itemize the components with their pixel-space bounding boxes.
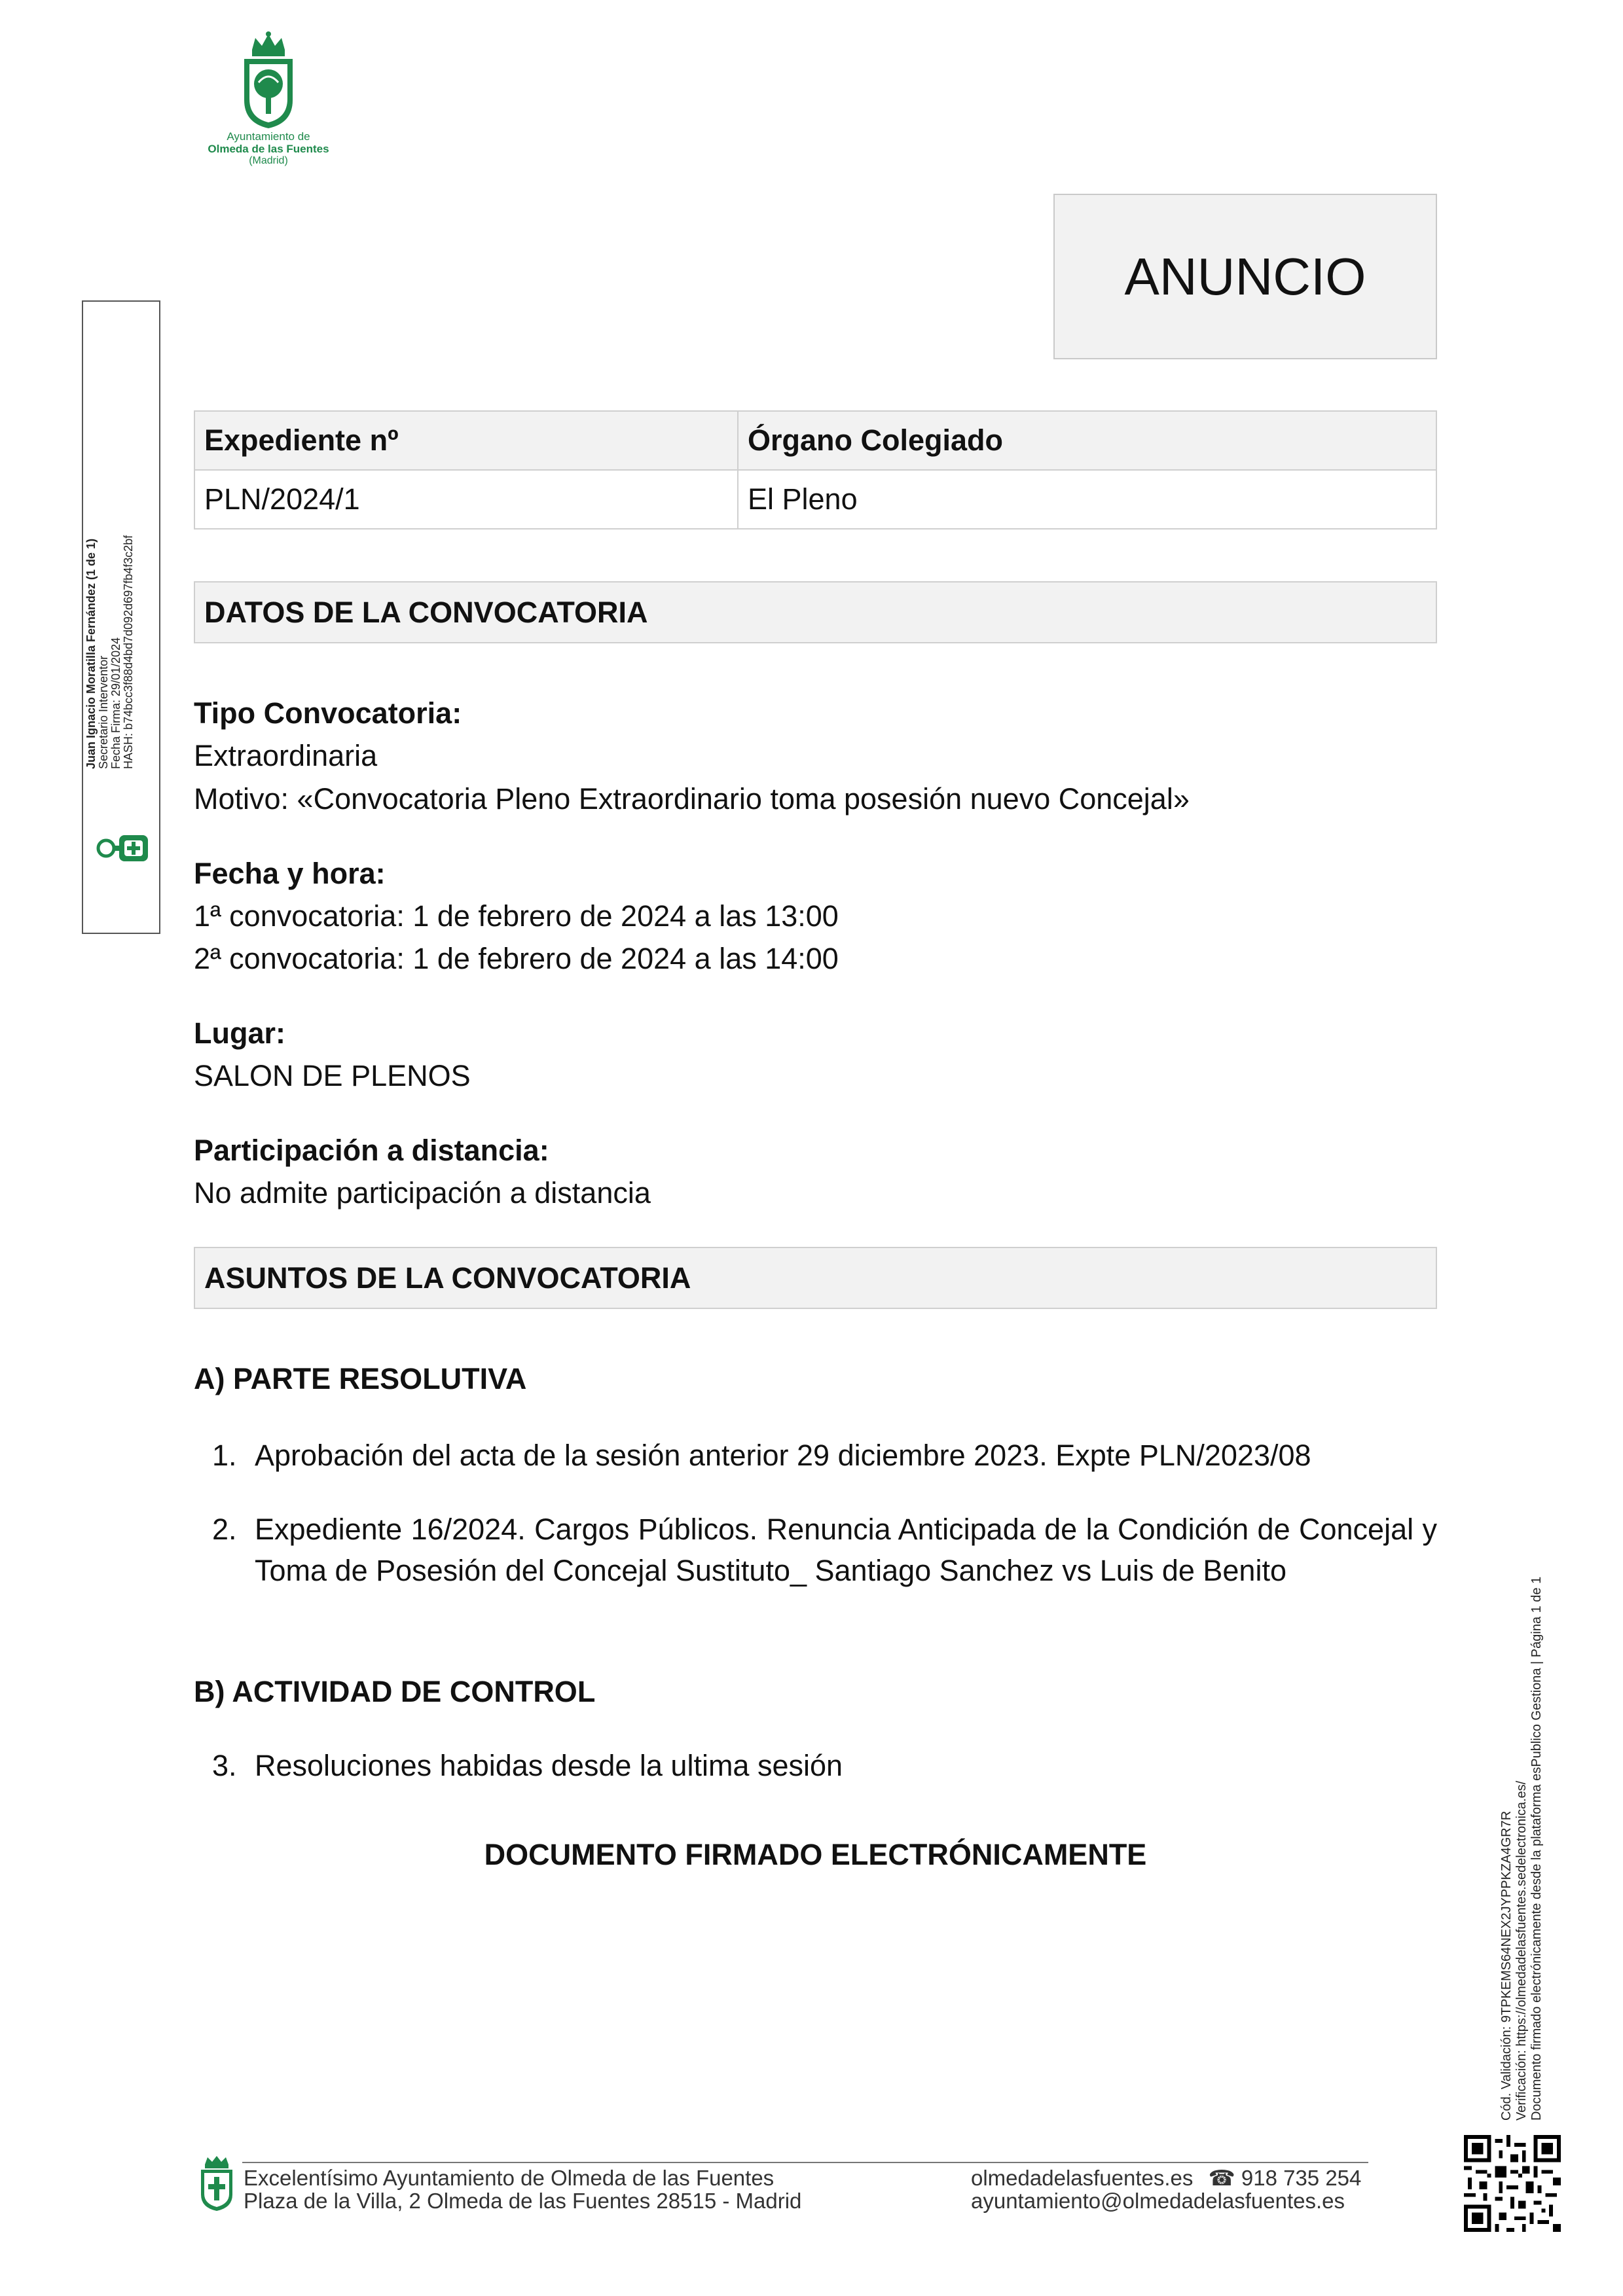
- municipal-logo: [196, 31, 340, 166]
- organo-value: El Pleno: [738, 470, 1436, 529]
- signature-date: Fecha Firma: 29/01/2024: [109, 637, 122, 769]
- signature-hash: HASH: b74bcc3f88d4bd7d092d697fb4f3c2bf: [122, 535, 135, 769]
- signature-seal-icon: [96, 833, 151, 864]
- organo-header: Órgano Colegiado: [738, 411, 1436, 470]
- actividad-control-heading: B) ACTIVIDAD DE CONTROL: [194, 1675, 596, 1708]
- expediente-value: PLN/2024/1: [194, 470, 738, 529]
- tipo-label: Tipo Convocatoria:: [194, 696, 462, 730]
- item-text: Aprobación del acta de la sesión anterior 29 diciembre 2023. Expte PLN/2023/08: [255, 1439, 1311, 1472]
- footer-divider: [242, 2162, 1368, 2163]
- list-item: [194, 1509, 1437, 1633]
- logo-line-1: Ayuntamiento de: [227, 130, 310, 143]
- coat-of-arms-icon: [239, 31, 298, 130]
- item-number: 2.: [212, 1513, 237, 1546]
- validation-text: [1499, 1401, 1544, 2121]
- fecha-label: Fecha y hora:: [194, 857, 386, 890]
- lugar-value: SALON DE PLENOS: [194, 1059, 471, 1092]
- footer-contact: [971, 2166, 1361, 2212]
- table-row: [194, 470, 1436, 529]
- logo-line-3: (Madrid): [249, 155, 288, 166]
- firmado-notice: DOCUMENTO FIRMADO ELECTRÓNICAMENTE: [484, 1838, 1147, 1871]
- convocatoria-1: 1ª convocatoria: 1 de febrero de 2024 a las 13:00: [194, 899, 839, 933]
- signature-text: [85, 494, 135, 769]
- document-title: ANUNCIO: [1053, 194, 1437, 359]
- item-text: Expediente 16/2024. Cargos Públicos. Renuncia Anticipada de la Condición de Concejal y Toma de Posesión del Concejal Sustituto_ Santiago Sanchez vs Luis de Benito: [255, 1513, 1437, 1587]
- convocatoria-2: 2ª convocatoria: 1 de febrero de 2024 a las 14:00: [194, 942, 839, 975]
- datos-section-header: DATOS DE LA CONVOCATORIA: [194, 581, 1437, 643]
- verification-url: Verificación: https://olmedadelasfuentes.sedelectronica.es/: [1514, 1780, 1529, 2121]
- tipo-value: Extraordinaria: [194, 739, 378, 772]
- qr-code-icon: [1464, 2135, 1561, 2232]
- validation-code: Cód. Validación: 9TPKEMS64NEX2JYPPKZA4GR7R: [1499, 1810, 1514, 2121]
- expediente-table: [194, 410, 1437, 529]
- list-item: [194, 1435, 1437, 1476]
- platform-note: Documento firmado electrónicamente desde la plataforma esPublico Gestiona | Página 1 de 1: [1529, 1576, 1544, 2121]
- item-number: 1.: [212, 1439, 237, 1472]
- item-text: Resoluciones habidas desde la ultima sesión: [255, 1749, 843, 1782]
- phone-icon: ☎: [1208, 2166, 1235, 2190]
- signer-role: Secretario Interventor: [97, 655, 110, 769]
- footer-website[interactable]: olmedadelasfuentes.es: [971, 2166, 1194, 2190]
- footer-email[interactable]: ayuntamiento@olmedadelasfuentes.es: [971, 2189, 1345, 2213]
- item-number: 3.: [212, 1749, 237, 1782]
- signer-name: Juan Ignacio Moratilla Fernández (1 de 1): [84, 538, 98, 769]
- asuntos-section-header: ASUNTOS DE LA CONVOCATORIA: [194, 1247, 1437, 1309]
- logo-line-2: Olmeda de las Fuentes: [208, 143, 329, 155]
- footer-coat-of-arms-icon: [198, 2155, 235, 2212]
- footer-street: Plaza de la Villa, 2 Olmeda de las Fuentes 28515 - Madrid: [244, 2189, 802, 2213]
- lugar-label: Lugar:: [194, 1016, 285, 1050]
- participacion-value: No admite participación a distancia: [194, 1176, 651, 1210]
- parte-resolutiva-heading: A) PARTE RESOLUTIVA: [194, 1362, 527, 1395]
- footer-phone: 918 735 254: [1241, 2166, 1362, 2190]
- table-header-row: [194, 411, 1436, 470]
- expediente-header: Expediente nº: [194, 411, 738, 470]
- participacion-label: Participación a distancia:: [194, 1134, 549, 1167]
- list-item: [194, 1745, 1437, 1786]
- motivo-text: Motivo: «Convocatoria Pleno Extraordinario toma posesión nuevo Concejal»: [194, 782, 1190, 816]
- footer-address: [244, 2166, 801, 2212]
- footer-institution: Excelentísimo Ayuntamiento de Olmeda de las Fuentes: [244, 2166, 775, 2190]
